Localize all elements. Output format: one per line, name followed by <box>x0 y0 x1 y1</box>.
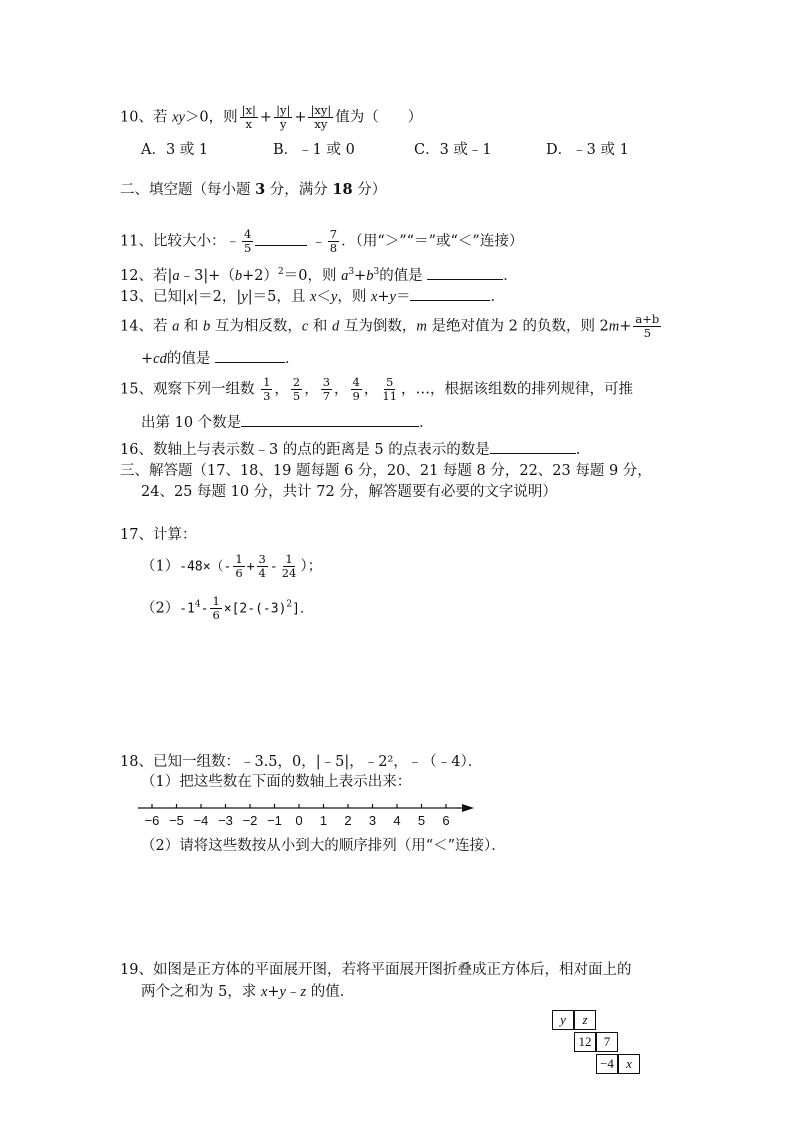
number-line-tick-label: 2 <box>344 813 352 828</box>
answer-blank-13[interactable] <box>410 284 490 301</box>
fraction-1-6: $\frac{1}{6}$ <box>212 594 220 622</box>
net-cell-12: 12 <box>574 1032 596 1052</box>
number-line-arrow-icon <box>462 804 474 812</box>
number-line-tick-label: −6 <box>144 813 160 828</box>
number-line-tick-label: −3 <box>218 813 233 828</box>
number-line-tick-label: 3 <box>368 813 377 828</box>
number-line-tick-label: 6 <box>442 813 450 828</box>
question-15: 15、观察下列一组数 $\frac{1}{3}$ ， $\frac{2}{5}$ ， $\frac{3}{7}$ ， $\frac{4}{9}$ ， $\frac{5}{11}$ ，…，根据该组数的排列规律，可推 <box>120 375 634 403</box>
question-16: 16、数轴上与表示数﹣3 的点的距离是 5 的点表示的数是 ． <box>120 437 590 460</box>
number-line-tick-label: 0 <box>295 813 303 828</box>
number-line <box>136 798 480 830</box>
answer-blank-14[interactable] <box>215 346 285 363</box>
question-14-line-2: +cd的值是 ． <box>141 346 299 369</box>
net-cell-neg4: −4 <box>596 1054 618 1074</box>
number-line-tick-label: −1 <box>267 813 282 828</box>
net-cell-y: y <box>552 1010 574 1030</box>
question-18: 18、已知一组数：﹣3.5，0，|﹣5|，﹣2²，﹣（﹣4）． <box>120 754 483 770</box>
number-line-tick-label: −2 <box>242 813 258 828</box>
fraction-abs-y-over-y: $\frac{|y|}{y}$ <box>276 103 291 131</box>
number-line-tick-label: 1 <box>319 813 328 828</box>
question-18-part-1: （1）把这些数在下面的数轴上表示出来： <box>141 774 412 790</box>
fraction-1-24: $\frac{1}{24}$ <box>281 552 297 580</box>
question-19-line-2: 两个之和为 5，求 x+y﹣z 的值． <box>141 984 355 1000</box>
section-3-heading-line-2: 24、25 每题 10 分，共计 72 分，解答题要有必要的文字说明） <box>141 484 557 500</box>
option-a: A．3 或 1 <box>141 142 209 158</box>
section-2-heading: 二、填空题（每小题 3 分，满分 18 分） <box>120 181 387 198</box>
number-line-tick-label: 4 <box>393 813 401 828</box>
fraction-4-9: $\frac{4}{9}$ <box>352 375 360 403</box>
cube-net <box>552 1010 644 1076</box>
option-d: D．﹣3 或 1 <box>546 142 629 158</box>
question-19: 19、如图是正方体的平面展开图，若将平面展开图折叠成正方体后，相对面上的 <box>120 962 632 978</box>
net-cell-x: x <box>618 1054 640 1074</box>
question-14: 14、若 a 和 b 互为相反数，c 和 d 互为倒数，m 是绝对值为 2 的负数，则 2m+ $\frac{a+b}{5}$ <box>120 312 660 340</box>
fraction-2-5: $\frac{2}{5}$ <box>292 375 301 403</box>
question-17-part-2: $(2)-1^4-$ $\frac{1}{6}$ $\times[2-(-3)^2]$． <box>141 594 313 622</box>
option-b: B．﹣1 或 0 <box>273 142 355 158</box>
fraction-5-11: $\frac{5}{11}$ <box>382 375 398 403</box>
fraction-7-8: $\frac{7}{8}$ <box>329 227 338 255</box>
fraction-1-6: $\frac{1}{6}$ <box>235 552 243 580</box>
question-13: 13、已知|x|＝2，|y|＝5，且 x＜y，则 x+y＝ ． <box>120 284 505 307</box>
question-15-line-2: 出第 10 个数是 ． <box>141 410 434 433</box>
question-10: 10、若 xy＞0，则 $\frac{|x|}{x}$ + $\frac{|y|}{y}$ + $\frac{|xy|}{xy}$ 值为（ ） <box>120 103 423 131</box>
fraction-4-5: $\frac{4}{5}$ <box>243 227 252 255</box>
net-cell-7: 7 <box>596 1032 618 1052</box>
question-17-part-1: （1）-48×（- $\frac{1}{6}$ + $\frac{3}{4}$ - $\frac{1}{24}$ ）； <box>141 552 323 580</box>
fraction-abs-xy-over-xy: $\frac{|xy|}{xy}$ <box>310 103 332 131</box>
question-11: 11、比较大小：﹣ $\frac{4}{5}$ ﹣ $\frac{7}{8}$ ．（用“＞”“＝”或“＜”连接） <box>120 227 524 255</box>
option-c: C．3 或﹣1 <box>414 142 492 158</box>
question-12: 12、若$|a﹣3|+(b+2)^2=0$，则 $a^3+b^3$的值是 ． <box>120 263 518 286</box>
number-line-tick-label: −4 <box>193 813 209 828</box>
question-18-part-2: （2）请将这些数按从小到大的顺序排列（用“＜”连接）． <box>141 838 506 854</box>
net-cell-z: z <box>574 1010 596 1030</box>
fraction-abs-x-over-x: $\frac{|x|}{x}$ <box>241 103 256 131</box>
answer-blank-16[interactable] <box>490 437 576 454</box>
answer-blank-12[interactable] <box>427 263 503 280</box>
fraction-1-3: $\frac{1}{3}$ <box>263 375 271 403</box>
answer-blank-11[interactable] <box>255 229 307 246</box>
fraction-3-4: $\frac{3}{4}$ <box>258 552 266 580</box>
question-17-title: 17、计算： <box>120 527 197 543</box>
section-3-heading: 三、解答题（17、18、19 题每题 6 分，20、21 每题 8 分，22、23 每题 9 分， <box>120 463 652 479</box>
fraction-a-plus-b-over-5: $\frac{a+b}{5}$ <box>635 312 660 340</box>
fraction-3-7: $\frac{3}{7}$ <box>322 375 331 403</box>
number-line-tick-label: −5 <box>169 813 184 828</box>
answer-blank-15[interactable] <box>241 410 419 427</box>
number-line-tick-label: 5 <box>417 813 426 828</box>
